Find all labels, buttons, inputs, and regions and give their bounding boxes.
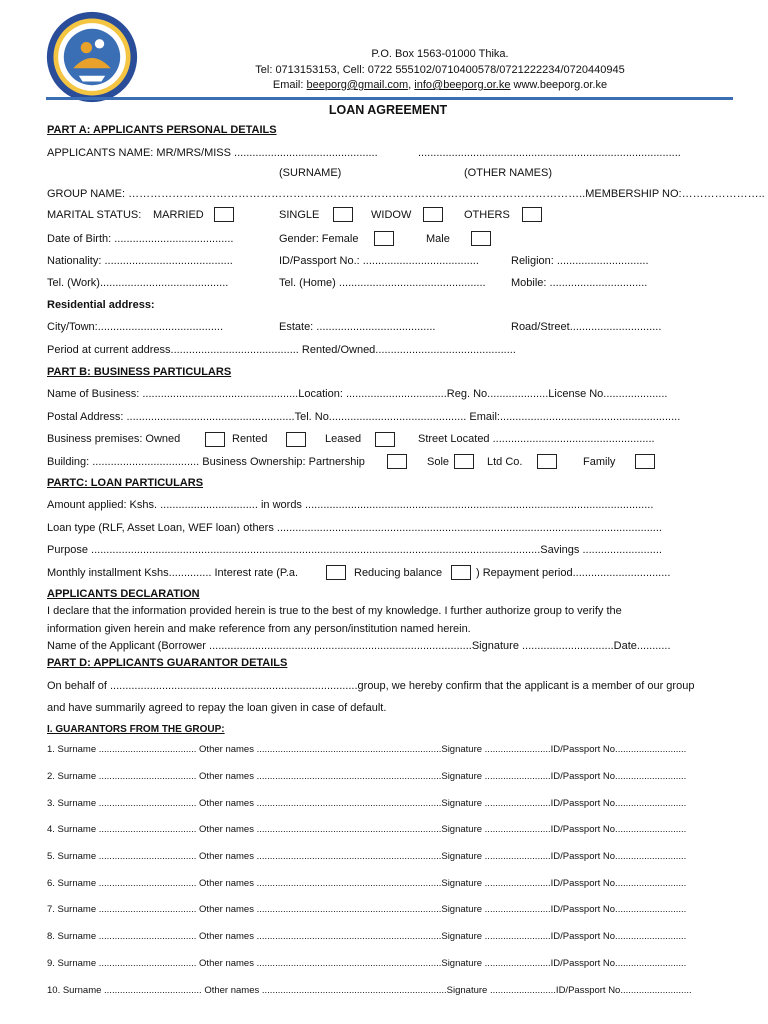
others-label: OTHERS: [464, 209, 510, 221]
mobile-field[interactable]: Mobile: ................................: [511, 277, 648, 289]
interest-rate-checkbox[interactable]: [326, 565, 346, 580]
guarantor-row[interactable]: 4. Surname ..................................... Other names ......................................................................Signature .........................ID/Passport No...........................: [47, 824, 687, 835]
declaration-heading: APPLICANTS DECLARATION: [47, 588, 200, 600]
sole-label: Sole: [427, 456, 450, 468]
married-checkbox[interactable]: [214, 207, 234, 222]
single-checkbox[interactable]: [333, 207, 353, 222]
rented-checkbox[interactable]: [286, 432, 306, 447]
other-names-caption: (OTHER NAMES): [464, 167, 552, 179]
widow-checkbox[interactable]: [423, 207, 443, 222]
ltd-checkbox[interactable]: [537, 454, 557, 469]
reducing-balance-label: Reducing balance: [354, 567, 443, 579]
widow-label: WIDOW: [371, 209, 412, 221]
id-passport-field[interactable]: ID/Passport No.: ......................................: [279, 255, 479, 267]
applicant-name-field[interactable]: APPLICANTS NAME: MR/MRS/MISS ...............................................: [47, 147, 378, 159]
guarantors-subheading: I. GUARANTORS FROM THE GROUP:: [47, 724, 225, 735]
part-a-heading: PART A: APPLICANTS PERSONAL DETAILS: [47, 124, 277, 136]
male-checkbox[interactable]: [471, 231, 491, 246]
guarantor-row[interactable]: 5. Surname ..................................... Other names ......................................................................Signature .........................ID/Passport No...........................: [47, 851, 687, 862]
surname-caption: (SURNAME): [279, 167, 342, 179]
married-label: MARRIED: [153, 209, 204, 221]
header-contacts: [200, 79, 680, 92]
leased-checkbox[interactable]: [375, 432, 395, 447]
family-label: Family: [583, 456, 616, 468]
repayment-period-field[interactable]: ) Repayment period................................: [476, 567, 671, 579]
guarantor-row[interactable]: 1. Surname ..................................... Other names ......................................................................Signature .........................ID/Passport No...........................: [47, 744, 687, 755]
loan-type-field[interactable]: Loan type (RLF, Asset Loan, WEF loan) others ..............................................................................................................................: [47, 522, 662, 534]
applicant-signature-field[interactable]: Name of the Applicant (Borrower ......................................................................................Signature ..............................Date...........: [47, 640, 671, 652]
tel-work-field[interactable]: Tel. (Work)..........................................: [47, 277, 229, 289]
postal-address-field[interactable]: Postal Address: .......................................................Tel. No............................................. Email:...........................................................: [47, 411, 681, 423]
purpose-field[interactable]: Purpose ...................................................................................................................................................Savings ..........................: [47, 544, 662, 556]
part-c-heading: PARTC: LOAN PARTICULARS: [47, 477, 204, 489]
leased-label: Leased: [325, 433, 362, 445]
premises-owned-label: Business premises: Owned: [47, 433, 181, 445]
header-telephone: Tel: 0713153153, Cell: 0722 555102/0710400578/0721222234/0720440945: [255, 64, 625, 76]
header-address: P.O. Box 1563-01000 Thika.: [371, 48, 509, 60]
group-name-field[interactable]: GROUP NAME: ……………………………………………………………………………………………………………..MEMBERSHIP NO:…………………..: [47, 188, 765, 200]
guarantor-row[interactable]: 9. Surname ..................................... Other names ......................................................................Signature .........................ID/Passport No...........................: [47, 958, 687, 969]
street-located-field[interactable]: Street Located .....................................................: [418, 433, 655, 445]
others-checkbox[interactable]: [522, 207, 542, 222]
road-field[interactable]: Road/Street..............................: [511, 321, 662, 333]
gender-female-label: Gender: Female: [279, 233, 359, 245]
organization-logo: [45, 10, 139, 104]
estate-field[interactable]: Estate: .......................................: [279, 321, 436, 333]
guarantor-row[interactable]: 3. Surname ..................................... Other names ......................................................................Signature .........................ID/Passport No...........................: [47, 798, 687, 809]
behalf-line-1[interactable]: On behalf of .................................................................................group, we hereby confirm that the applicant is a member of our group: [47, 680, 695, 692]
website: www.beeporg.or.ke: [510, 79, 608, 91]
email-link-2[interactable]: info@beeporg.or.ke: [414, 79, 511, 91]
female-checkbox[interactable]: [374, 231, 394, 246]
ltd-label: Ltd Co.: [487, 456, 523, 468]
email-label: Email:: [272, 79, 307, 91]
guarantor-row[interactable]: 6. Surname ..................................... Other names ......................................................................Signature .........................ID/Passport No...........................: [47, 878, 687, 889]
guarantor-row[interactable]: 8. Surname ..................................... Other names ......................................................................Signature .........................ID/Passport No...........................: [47, 931, 687, 942]
part-b-heading: PART B: BUSINESS PARTICULARS: [47, 366, 232, 378]
behalf-line-2: and have summarily agreed to repay the loan given in case of default.: [47, 702, 387, 714]
residential-address-heading: Residential address:: [47, 299, 155, 311]
email-link-1[interactable]: beeporg@gmail.com: [306, 79, 409, 91]
religion-field[interactable]: Religion: ..............................: [511, 255, 649, 267]
single-label: SINGLE: [279, 209, 320, 221]
building-ownership-label: Building: ................................... Business Ownership: Partnership: [47, 456, 365, 468]
tel-home-field[interactable]: Tel. (Home) ................................................: [279, 277, 486, 289]
partnership-checkbox[interactable]: [387, 454, 407, 469]
guarantor-row[interactable]: 10. Surname ..................................... Other names ......................................................................Signature .........................ID/Passport No...........................: [47, 985, 692, 996]
owned-checkbox[interactable]: [205, 432, 225, 447]
period-address-field[interactable]: Period at current address.......................................... Rented/Owned..............................................: [47, 344, 516, 356]
applicant-other-names-field[interactable]: ......................................................................................: [418, 147, 681, 159]
email-separator: ,: [408, 79, 415, 91]
header-rule: [46, 97, 733, 100]
guarantor-row[interactable]: 2. Surname ..................................... Other names ......................................................................Signature .........................ID/Passport No...........................: [47, 771, 687, 782]
male-label: Male: [426, 233, 450, 245]
declaration-line-1: I declare that the information provided herein is true to the best of my knowledge. I further authorize group to verify the: [47, 605, 622, 617]
marital-status-label: MARITAL STATUS:: [47, 209, 142, 221]
business-name-field[interactable]: Name of Business: ...................................................Location: .................................Reg. No....................License No.....................: [47, 388, 668, 400]
document-title: LOAN AGREEMENT: [328, 103, 448, 117]
amount-field[interactable]: Amount applied: Kshs. ................................ in words ..................................................................................................................: [47, 499, 654, 511]
reducing-balance-checkbox[interactable]: [451, 565, 471, 580]
part-d-heading: PART D: APPLICANTS GUARANTOR DETAILS: [47, 657, 288, 669]
declaration-line-2: information given herein and make reference from any person/institution named herein.: [47, 623, 471, 635]
rented-label: Rented: [232, 433, 268, 445]
family-checkbox[interactable]: [635, 454, 655, 469]
guarantor-row[interactable]: 7. Surname ..................................... Other names ......................................................................Signature .........................ID/Passport No...........................: [47, 904, 687, 915]
nationality-field[interactable]: Nationality: ..........................................: [47, 255, 233, 267]
city-field[interactable]: City/Town:.........................................: [47, 321, 224, 333]
sole-checkbox[interactable]: [454, 454, 474, 469]
monthly-installment-field[interactable]: Monthly installment Kshs.............. Interest rate (P.a.: [47, 567, 299, 579]
dob-field[interactable]: Date of Birth: .......................................: [47, 233, 234, 245]
